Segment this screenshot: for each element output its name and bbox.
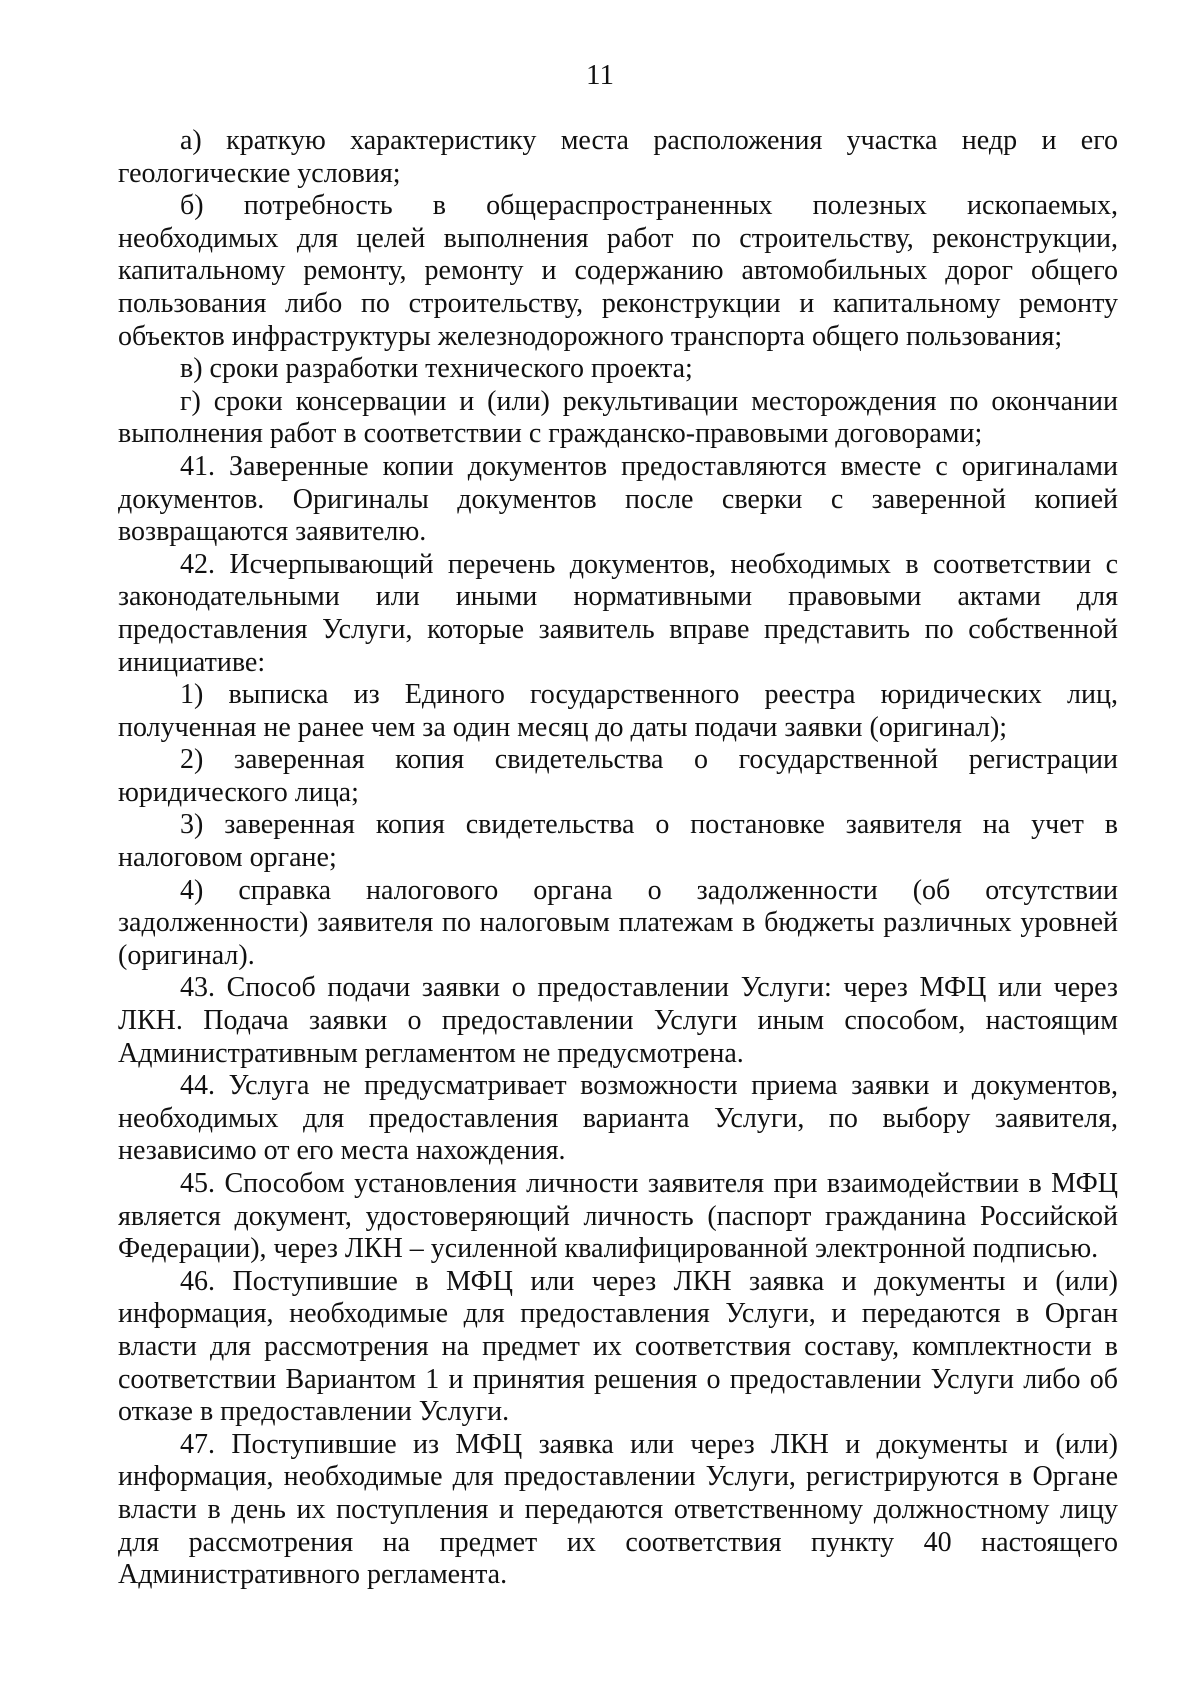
paragraph-42: 42. Исчерпывающий перечень документов, необходимых в соответствии с законодательными или иными нормативными правовыми актами для предоставления Услуги, которые заявитель вправе представить по собственной инициативе: [118, 548, 1118, 678]
paragraph-44: 44. Услуга не предусматривает возможности приема заявки и документов, необходимых для предоставления варианта Услуги, по выбору заявителя, независимо от его места нахождения. [118, 1070, 1118, 1167]
paragraph-46: 46. Поступившие в МФЦ или через ЛКН заявка и документы и (или) информация, необходимые для предоставления Услуги, и передаются в Орган власти для рассмотрения на предмет их соответствия составу, комплектности в соответствии Вариантом 1 и принятия решения о предоставлении Услуги либо об отказе в предоставлении Услуги. [118, 1265, 1118, 1428]
paragraph-43: 43. Способ подачи заявки о предоставлении Услуги: через МФЦ или через ЛКН. Подача заявки о предоставлении Услуги иным способом, настоящим Административным регламентом не предусмотрена. [118, 972, 1118, 1069]
document-body [118, 125, 1118, 1592]
paragraph-41: 41. Заверенные копии документов предоставляются вместе с оригиналами документов. Оригиналы документов после сверки с заверенной копией возвращаются заявителю. [118, 450, 1118, 548]
paragraph-47: 47. Поступившие из МФЦ заявка или через ЛКН и документы и (или) информация, необходимые для предоставлении Услуги, регистрируются в Органе власти в день их поступления и передаются ответственному должностному лицу для рассмотрения на предмет их соответствия пункту 40 настоящего Административного регламента. [118, 1428, 1118, 1591]
paragraph-42-item-3: 3) заверенная копия свидетельства о постановке заявителя на учет в налоговом органе; [118, 809, 1118, 874]
paragraph-42-item-4: 4) справка налогового органа о задолженности (об отсутствии задолженности) заявителя по налоговым платежам в бюджеты различных уровней (оригинал). [118, 874, 1118, 971]
paragraph-42-item-1: 1) выписка из Единого государственного реестра юридических лиц, полученная не ранее чем за один месяц до даты подачи заявки (оригинал); [118, 679, 1118, 743]
paragraph-item-v: в) сроки разработки технического проекта; [180, 353, 693, 385]
paragraph-item-g: г) сроки консервации и (или) рекультивации месторождения по окончании выполнения работ в соответствии с гражданско-правовыми договорами; [118, 385, 1118, 450]
page-number: 11 [586, 59, 614, 91]
paragraph-item-b: б) потребность в общераспространенных полезных ископаемых, необходимых для целей выполнения работ по строительству, реконструкции, капитальному ремонту, ремонту и содержанию автомобильных дорог общего пользования либо по строительству, реконструкции и капитальному ремонту объектов инфраструктуры железнодорожного транспорта общего пользования; [118, 190, 1118, 352]
paragraph-item-a: а) краткую характеристику места расположения участка недр и его геологические условия; [118, 125, 1118, 189]
paragraph-45: 45. Способом установления личности заявителя при взаимодействии в МФЦ является документ, удостоверяющий личность (паспорт гражданина Российской Федерации), через ЛКН – усиленной квалифицированной электронной подписью. [118, 1168, 1118, 1265]
paragraph-42-item-2: 2) заверенная копия свидетельства о государственной регистрации юридического лица; [118, 744, 1118, 808]
